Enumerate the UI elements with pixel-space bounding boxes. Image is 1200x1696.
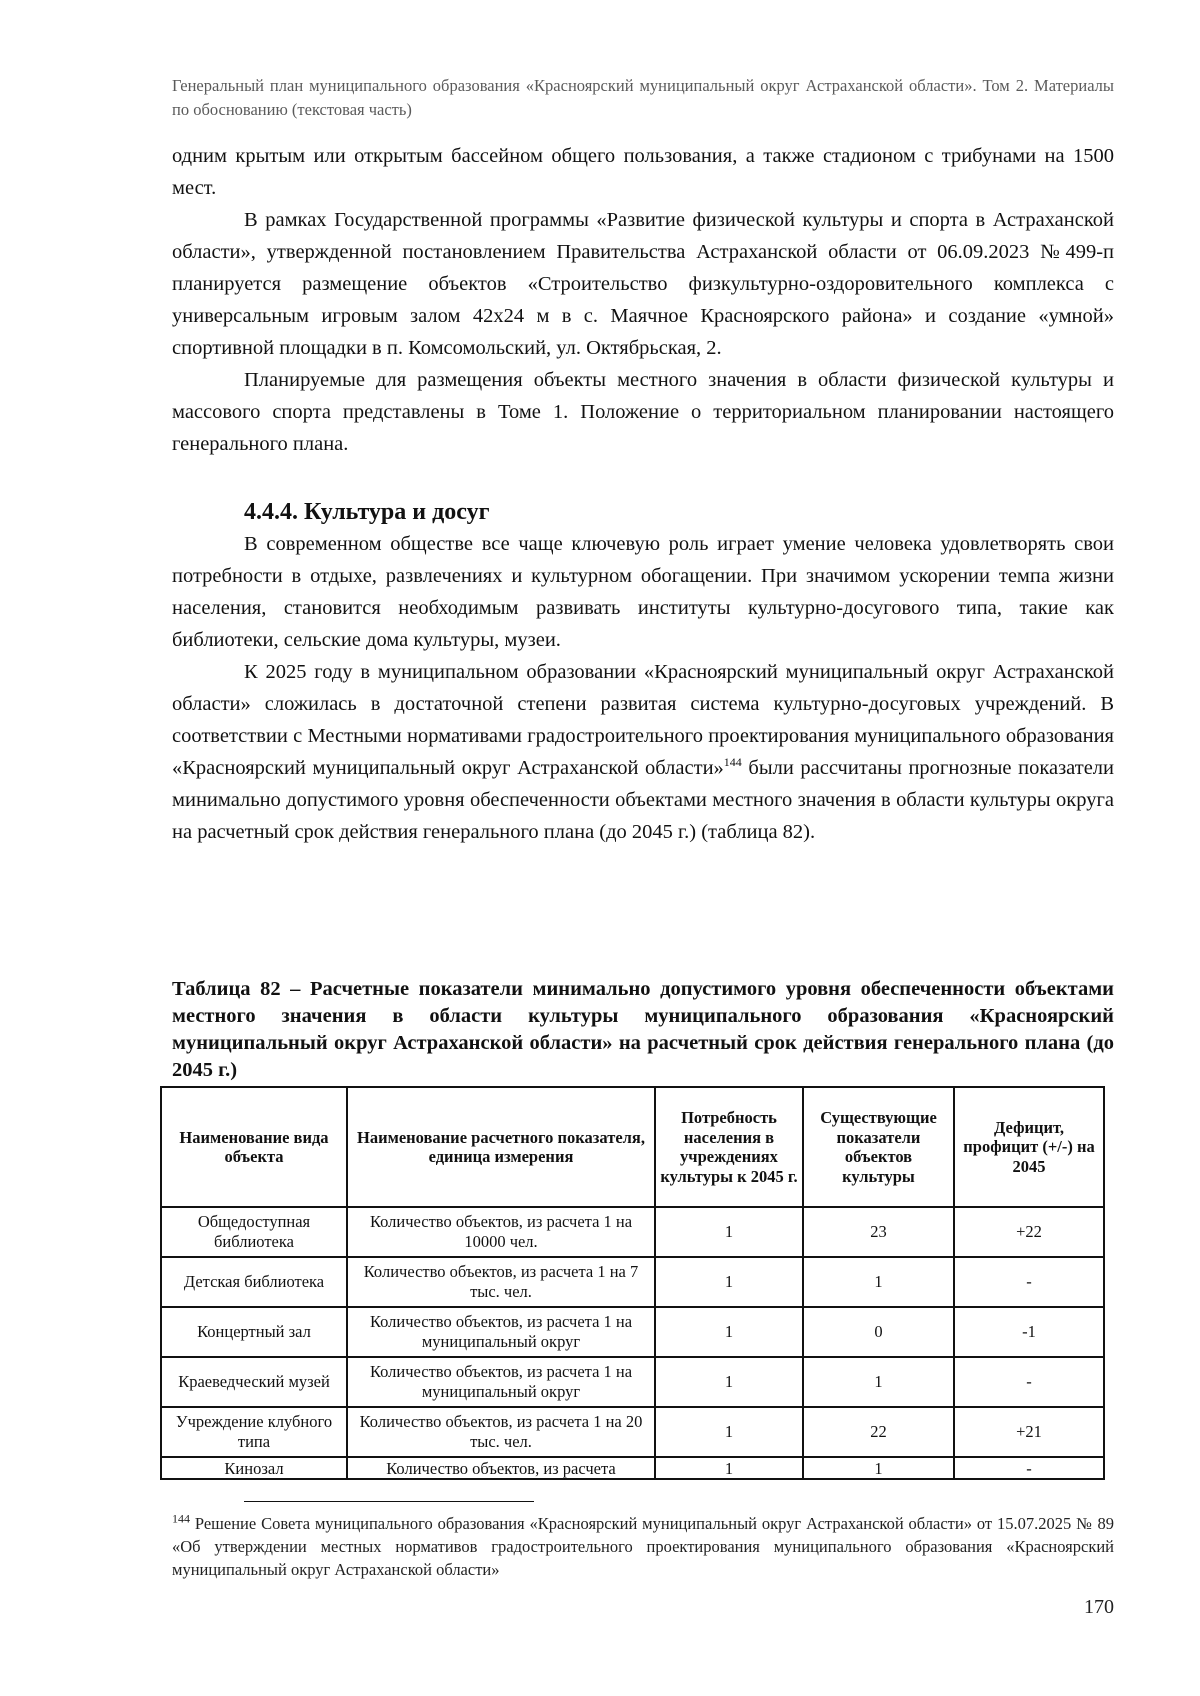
table-cell: - bbox=[954, 1457, 1104, 1479]
column-header: Наименование вида объекта bbox=[161, 1087, 347, 1207]
paragraph-4: В современном обществе все чаще ключевую роль играет умение человека удовлетворять свои потребности в отдыхе, развлечениях и культурном обогащении. При значимом ускорении темпа жизни населения, становится необходимым развивать институты культурно-досугового типа, такие как библиотеки, сельские дома культуры, музеи. bbox=[172, 533, 1114, 651]
table-cell: - bbox=[954, 1357, 1104, 1407]
table-cell: 1 bbox=[803, 1357, 954, 1407]
paragraph-5-part-1: К 2025 году в муниципальном образовании «Красноярский муниципальный округ Астраханской области» сложилась в достаточной степени развитая система культурно-досуговых учреждений. В соответствии с Местными нормативами градостроительного проектирования муниципального образования «Красноярский муниципальный округ Астраханской области» bbox=[172, 661, 1114, 779]
footnote-number: 144 bbox=[172, 1511, 190, 1526]
column-header: Потребность населения в учреждениях культуры к 2045 г. bbox=[655, 1087, 803, 1207]
table-cell: +21 bbox=[954, 1407, 1104, 1457]
table-cell: 1 bbox=[655, 1457, 803, 1479]
table-cell: Количество объектов, из расчета 1 на муниципальный округ bbox=[347, 1307, 655, 1357]
table-cell: 23 bbox=[803, 1207, 954, 1257]
footnote-separator bbox=[244, 1501, 534, 1502]
table-caption: Таблица 82 – Расчетные показатели минимально допустимого уровня обеспеченности объектами местного значения в области культуры муниципального образования «Красноярский муниципальный округ Астраханской области» на расчетный срок действия генерального плана (до 2045 г.) bbox=[172, 978, 1114, 1081]
table-cell: 1 bbox=[655, 1407, 803, 1457]
table-cell: 1 bbox=[655, 1257, 803, 1307]
footnote bbox=[172, 1512, 1114, 1581]
column-header: Дефицит, профицит (+/-) на 2045 bbox=[954, 1087, 1104, 1207]
table-cell: 1 bbox=[655, 1207, 803, 1257]
table-cell: 1 bbox=[803, 1257, 954, 1307]
table-row bbox=[161, 1407, 1104, 1457]
table-cell: Кинозал bbox=[161, 1457, 347, 1479]
column-header: Наименование расчетного показателя, единица измерения bbox=[347, 1087, 655, 1207]
table-cell: 1 bbox=[803, 1457, 954, 1479]
footnote-text: Решение Совета муниципального образования «Красноярский муниципальный округ Астраханской области» от 15.07.2025 № 89 «Об утверждении местных нормативов градостроительного проектирования муниципального образования «Красноярский муниципальный округ Астраханской области» bbox=[172, 1514, 1114, 1579]
table-cell: 1 bbox=[655, 1307, 803, 1357]
table-cell: Количество объектов, из расчета bbox=[347, 1457, 655, 1479]
paragraph-2: В рамках Государственной программы «Развитие физической культуры и спорта в Астраханской области», утвержденной постановлением Правительства Астраханской области от 06.09.2023 №499-п планируется размещение объектов «Строительство физкультурно-оздоровительного комплекса с универсальным игровым залом 42х24 м в с. Маячное Красноярского района» и создание «умной» спортивной площадки в п. Комсомольский, ул. Октябрьская, 2. bbox=[172, 209, 1114, 359]
table-row bbox=[161, 1307, 1104, 1357]
table-cell: -1 bbox=[954, 1307, 1104, 1357]
table-row bbox=[161, 1357, 1104, 1407]
paragraph-5 bbox=[172, 656, 1114, 848]
table-cell: Количество объектов, из расчета 1 на 7 тыс. чел. bbox=[347, 1257, 655, 1307]
table-row bbox=[161, 1257, 1104, 1307]
table-row bbox=[161, 1207, 1104, 1257]
section-heading: 4.4.4. Культура и досуг bbox=[244, 499, 490, 525]
table-cell: Учреждение клубного типа bbox=[161, 1407, 347, 1457]
table-cell: Количество объектов, из расчета 1 на 10000 чел. bbox=[347, 1207, 655, 1257]
table-cell: Детская библиотека bbox=[161, 1257, 347, 1307]
table-cell: 0 bbox=[803, 1307, 954, 1357]
body-text bbox=[172, 140, 1114, 848]
paragraph-5-part-2: были рассчитаны прогнозные показатели минимально допустимого уровня обеспеченности объектами местного значения в области культуры округа на расчетный срок действия генерального плана (до 2045 г.) (таблица 82). bbox=[172, 757, 1114, 843]
table-header-row bbox=[161, 1087, 1104, 1207]
table-cell: +22 bbox=[954, 1207, 1104, 1257]
table-row bbox=[161, 1457, 1104, 1479]
table-cell: Количество объектов, из расчета 1 на 20 тыс. чел. bbox=[347, 1407, 655, 1457]
paragraph-3: Планируемые для размещения объекты местного значения в области физической культуры и массового спорта представлены в Томе 1. Положение о территориальном планировании настоящего генерального плана. bbox=[172, 369, 1114, 455]
indicators-table bbox=[160, 1086, 1105, 1480]
page-number: 170 bbox=[1084, 1596, 1114, 1618]
table-cell: - bbox=[954, 1257, 1104, 1307]
running-head: Генеральный план муниципального образования «Красноярский муниципальный округ Астраханской области». Том 2. Материалы по обоснованию (текстовая часть) bbox=[172, 76, 1114, 119]
table-cell: 22 bbox=[803, 1407, 954, 1457]
column-header: Существующие показатели объектов культуры bbox=[803, 1087, 954, 1207]
table-cell: Количество объектов, из расчета 1 на муниципальный округ bbox=[347, 1357, 655, 1407]
footnote-reference[interactable]: 144 bbox=[723, 755, 742, 770]
table-cell: Краеведческий музей bbox=[161, 1357, 347, 1407]
table-cell: 1 bbox=[655, 1357, 803, 1407]
table-cell: Общедоступная библиотека bbox=[161, 1207, 347, 1257]
paragraph-1: одним крытым или открытым бассейном общего пользования, а также стадионом с трибунами на 1500 мест. bbox=[172, 145, 1114, 199]
table-cell: Концертный зал bbox=[161, 1307, 347, 1357]
